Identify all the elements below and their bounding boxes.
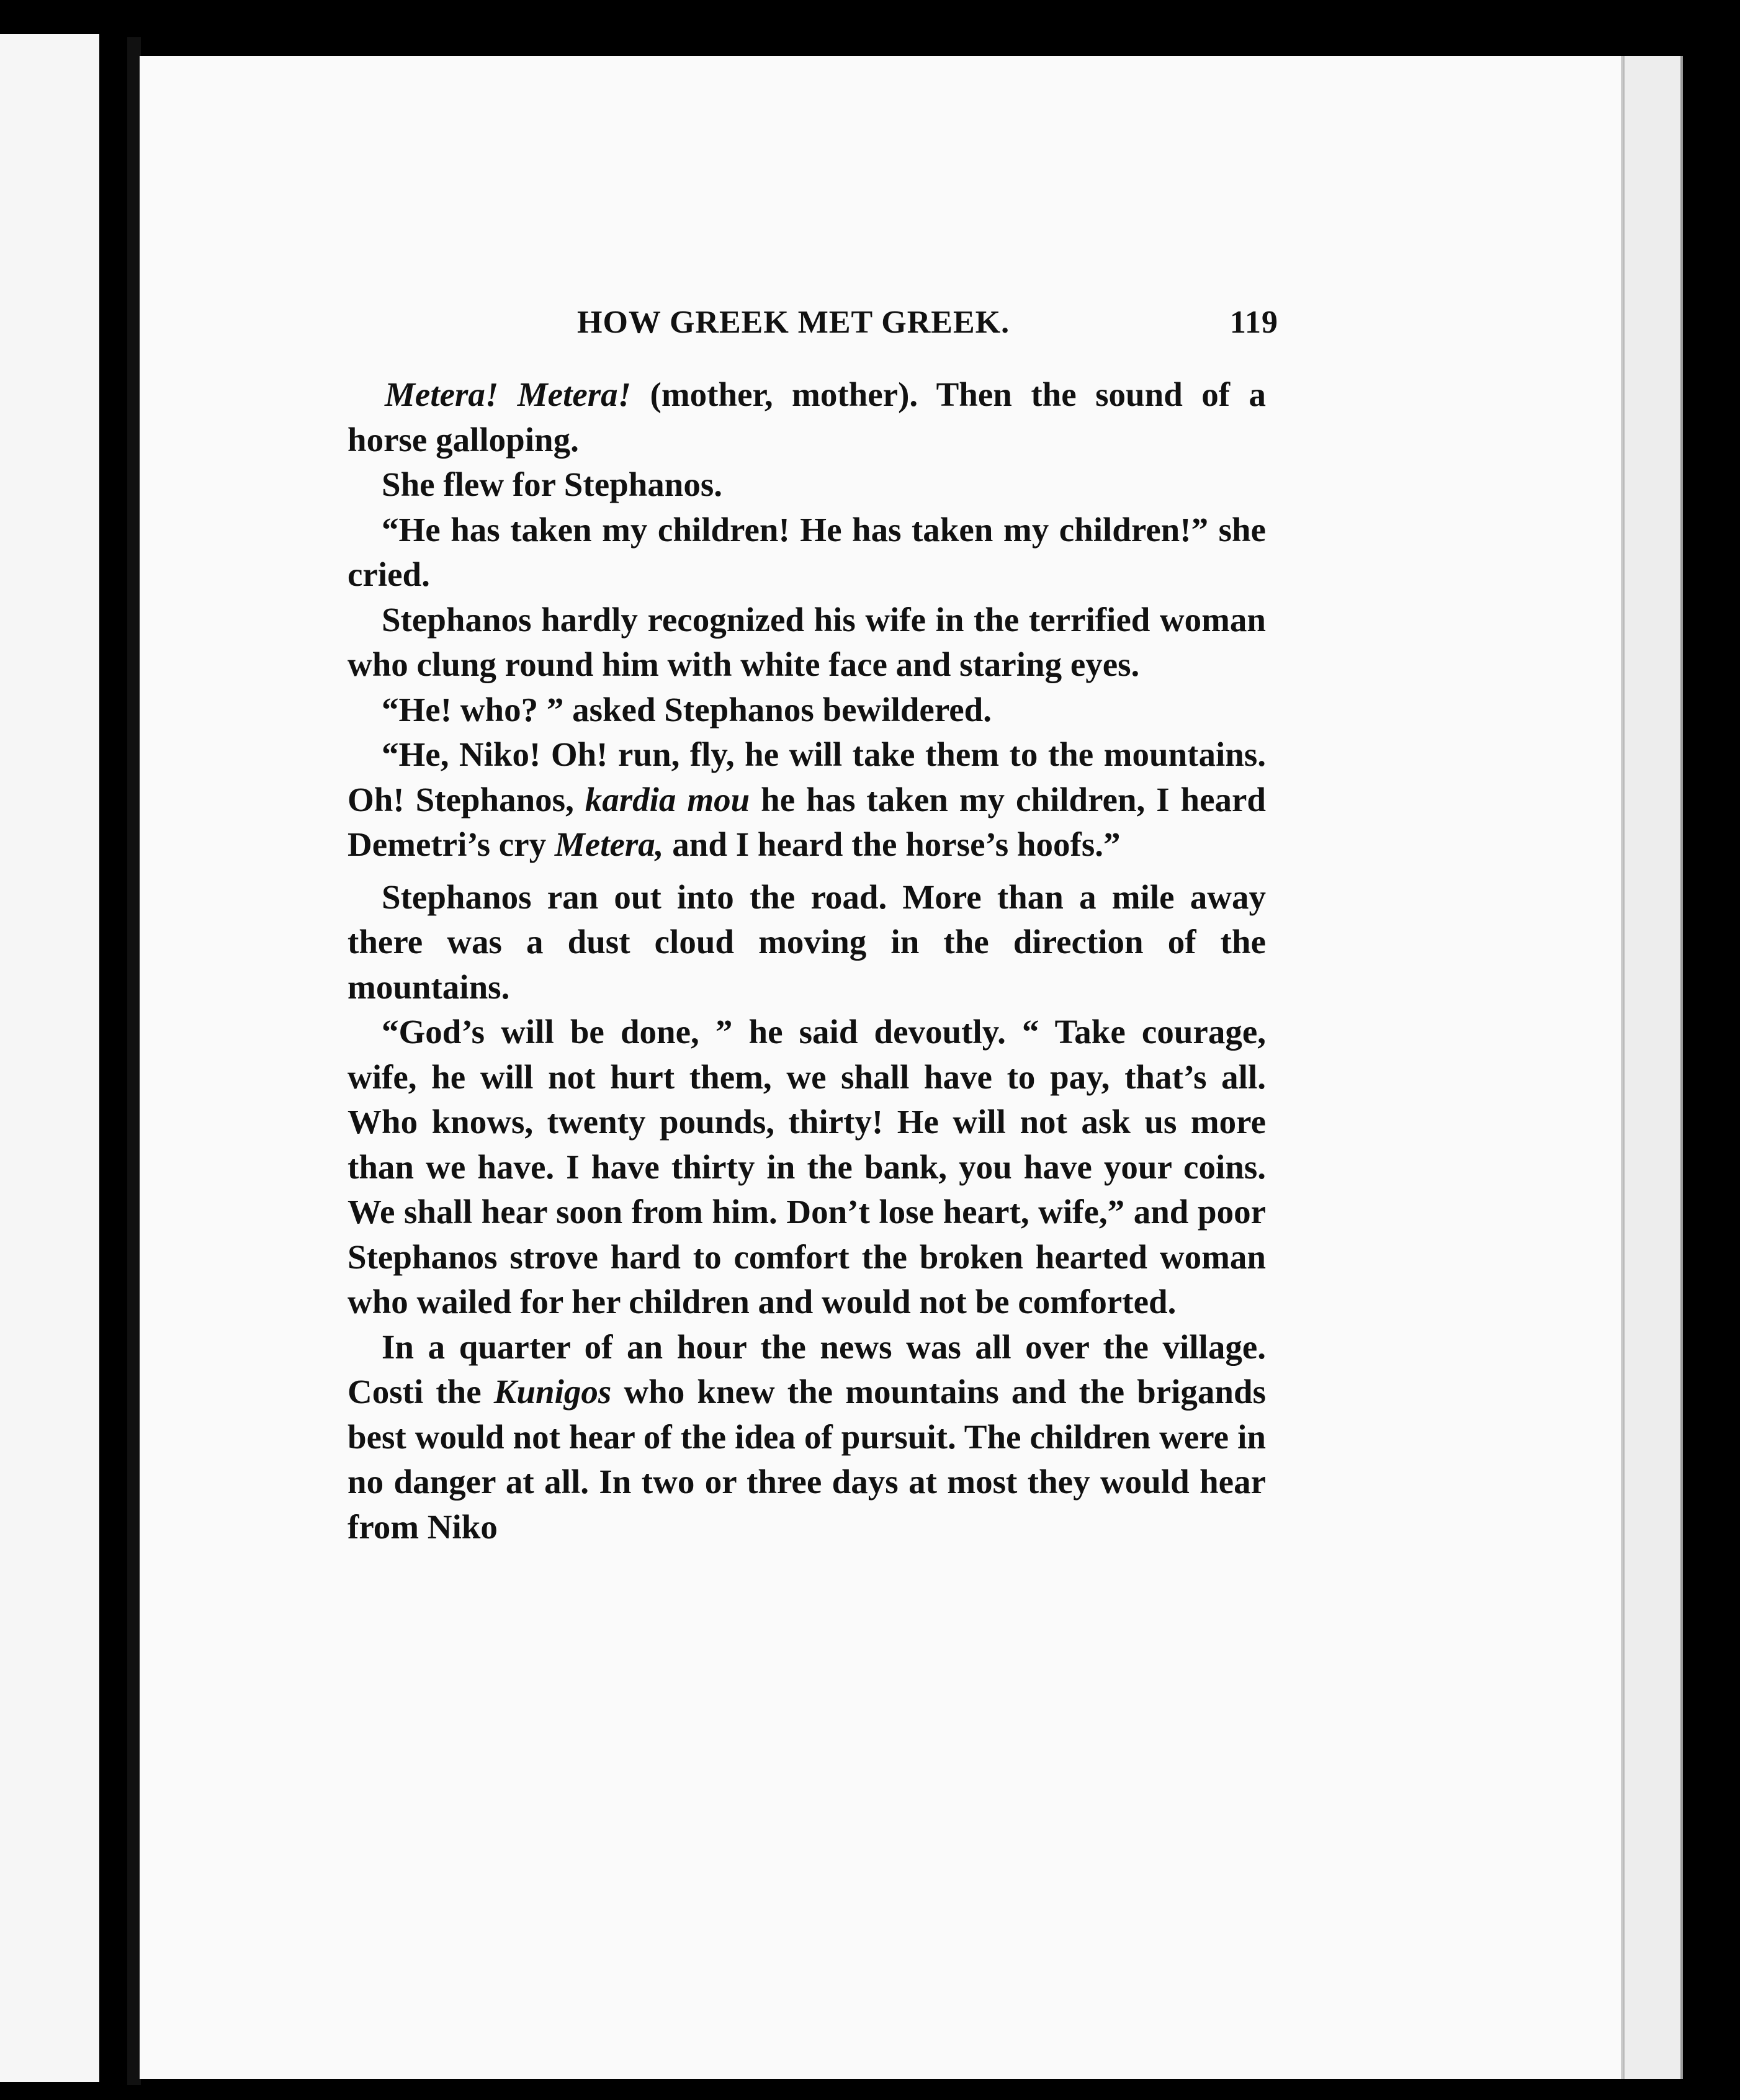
paragraph [348, 372, 1266, 462]
book-gutter [127, 37, 141, 2085]
running-head: HOW GREEK MET GREEK. [577, 305, 1010, 340]
paragraph: “He! who? ” asked Stephanos bewildered. [382, 690, 992, 729]
paragraph [348, 732, 1266, 868]
italic-phrase: Metera, [554, 825, 664, 863]
page-fore-edge [1623, 56, 1683, 2079]
body-text [348, 372, 1266, 1550]
paragraph: Stephanos hardly recognized his wife in the terrified woman who clung round him with white face and staring eyes. [348, 600, 1266, 683]
page-header [577, 304, 1278, 354]
text-run: In a quarter of an hour the news was all over the village. Costi the [348, 1327, 1266, 1411]
paragraph [348, 1325, 1266, 1550]
text-run: he has taken my children, I heard Demetri’s cry [348, 780, 1267, 863]
page-number: 119 [1229, 305, 1278, 340]
paragraph: She flew for Stephanos. [382, 465, 723, 503]
paragraph: “God’s will be done, ” he said devoutly. “ Take courage, wife, he will not hurt them, we shall have to pay, that’s all. Who knows, twenty pounds, thirty! He will not ask us more than we have. I have thirty in the bank, you have your coins. We shall hear soon from him. Don’t lose heart, wife,” and poor Stephanos strove hard to comfort the broken hearted woman who wailed for her children and would not be comforted. [348, 1013, 1266, 1321]
paragraph: Stephanos ran out into the road. More than a mile away there was a dust cloud moving in the direction of the mountains. [348, 877, 1266, 1006]
italic-phrase: kardia mou [585, 780, 750, 819]
text-run: “He, Niko! Oh! run, fly, he will take them to the mountains. Oh! Stephanos, [348, 735, 1266, 819]
text-run: (mother, mother). Then the sound of a horse galloping. [348, 375, 1266, 459]
text-run: and I heard the horse’s hoofs.” [663, 825, 1121, 863]
facing-page-edge [0, 34, 99, 2082]
italic-phrase: Metera! Metera! [385, 375, 632, 413]
paragraph: “He has taken my children! He has taken my children!” she cried. [348, 510, 1266, 593]
text-run: who knew the mountains and the brigands best would not hear of the idea of pursuit. The children were in no danger at all. In two or three days at most they would hear from Niko [348, 1373, 1266, 1546]
italic-phrase: Kunigos [493, 1373, 612, 1411]
